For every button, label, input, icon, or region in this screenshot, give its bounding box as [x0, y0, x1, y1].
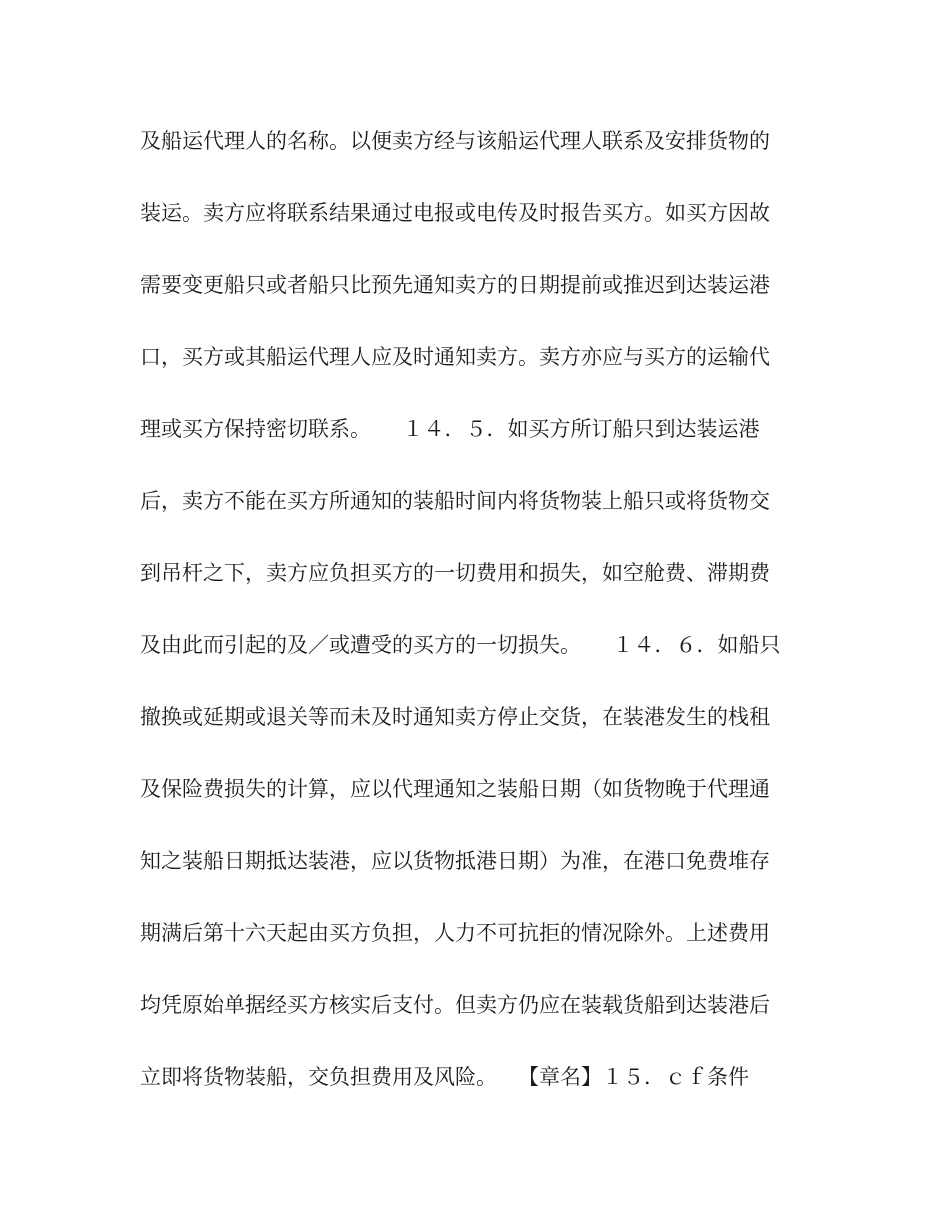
text-line: 装运。卖方应将联系结果通过电报或电传及时报告买方。如买方因故 — [140, 201, 770, 225]
text-line: 及船运代理人的名称。以便卖方经与该船运代理人联系及安排货物的 — [140, 129, 770, 153]
text-line: 撤换或延期或退关等而未及时通知卖方停止交货，在装港发生的栈租 — [140, 705, 770, 729]
text-line: 后，卖方不能在买方所通知的装船时间内将货物装上船只或将货物交 — [140, 489, 770, 513]
text-line: 需要变更船只或者船只比预先通知卖方的日期提前或推迟到达装运港 — [140, 273, 770, 297]
text-line: 理或买方保持密切联系。 １４．５．如买方所订船只到达装运港 — [140, 417, 760, 441]
text-line: 及保险费损失的计算，应以代理通知之装船日期（如货物晚于代理通 — [140, 777, 770, 801]
text-line: 均凭原始单据经买方核实后支付。但卖方仍应在装载货船到达装港后 — [140, 993, 770, 1017]
text-line: 到吊杆之下，卖方应负担买方的一切费用和损失，如空舱费、滞期费 — [140, 561, 770, 585]
text-line: 知之装船日期抵达装港，应以货物抵港日期）为准，在港口免费堆存 — [140, 849, 770, 873]
text-line: 期满后第十六天起由买方负担，人力不可抗拒的情况除外。上述费用 — [140, 921, 770, 945]
text-line: 立即将货物装船，交负担费用及风险。 【章名】１５．ｃｆ条件 — [140, 1065, 749, 1089]
text-line: 及由此而引起的及／或遭受的买方的一切损失。 １４．６．如船只 — [140, 633, 781, 657]
text-line: 口，买方或其船运代理人应及时通知卖方。卖方亦应与买方的运输代 — [140, 345, 770, 369]
document-body — [140, 119, 820, 1127]
